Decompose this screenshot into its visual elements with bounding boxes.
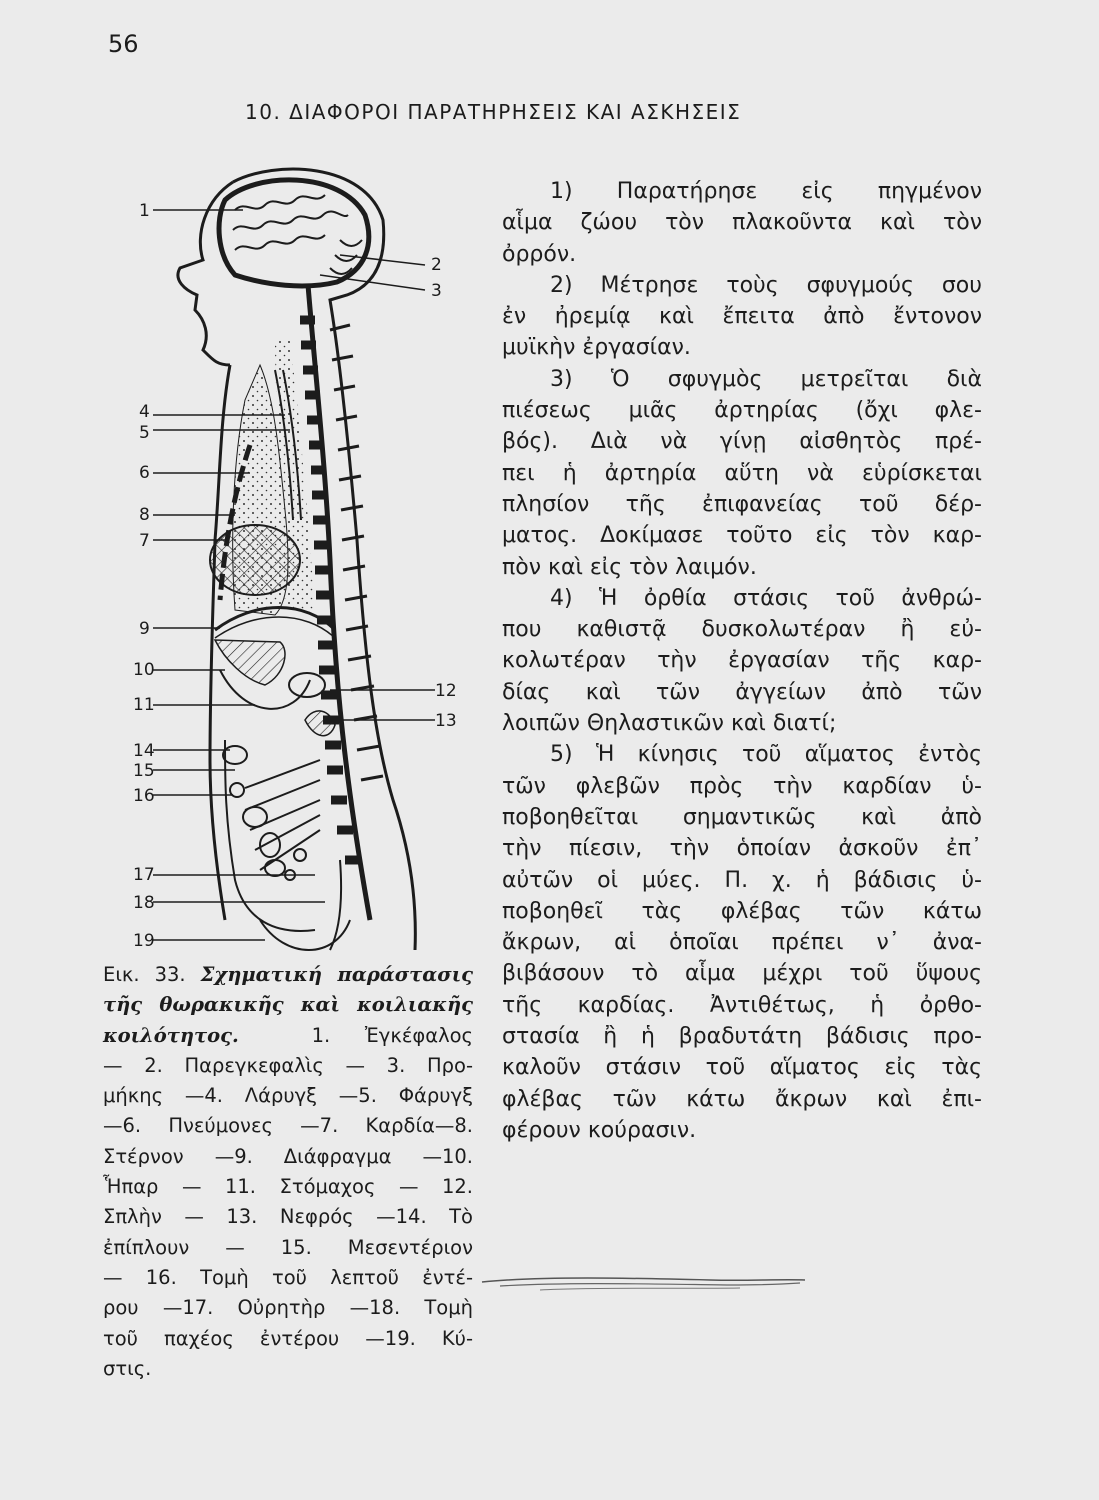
exercise-1 [502, 176, 982, 270]
svg-text:15: 15 [133, 761, 155, 781]
exercise-line: κολωτέραν τὴν ἐργασίαν τῆς καρ- [502, 648, 982, 674]
pencil-underline [480, 1268, 810, 1298]
exercise-line: που καθιστᾷ δυσκολωτέραν ἢ εὐ- [502, 617, 982, 643]
caption-line-14: στις. [103, 1356, 152, 1380]
anatomy-diagram [125, 160, 465, 960]
svg-text:19: 19 [133, 931, 155, 951]
caption-line-4: — 2. Παρεγκεφαλὶς — 3. Προ- [103, 1053, 473, 1077]
caption-line-8: Ἧπαρ — 11. Στόμαχος — 12. [103, 1175, 473, 1199]
exercise-line: τῆς καρδίας. Ἀντιθέτως, ἡ ὀρθο- [502, 992, 982, 1018]
svg-text:17: 17 [133, 865, 155, 885]
exercise-line: καλοῦν στάσιν τοῦ αἵματος εἰς τὰς [502, 1055, 982, 1081]
svg-text:8: 8 [139, 505, 150, 525]
svg-text:3: 3 [431, 281, 442, 301]
svg-text:4: 4 [139, 402, 150, 422]
anatomy-figure [125, 160, 465, 960]
caption-line-3: κοιλότητος. 1. Ἐγκέφαλος [103, 1023, 473, 1047]
exercise-line: ματος. Δοκίμασε τοῦτο εἰς τὸν καρ- [502, 523, 982, 549]
exercise-line: τὴν πίεσιν, τὴν ὁποίαν ἀσκοῦν ἐπ᾽ [502, 836, 982, 862]
exercise-line: πὸν καὶ εἰς τὸν λαιμόν. [502, 554, 757, 580]
exercise-line: 1) Παρατήρησε εἰς πηγμένον [550, 179, 982, 204]
svg-text:13: 13 [435, 711, 457, 731]
exercise-line: μυϊκὴν ἐργασίαν. [502, 335, 691, 361]
caption-line-10: ἐπίπλουν — 15. Μεσεντέριον [103, 1235, 473, 1259]
exercise-line: φέρουν κούρασιν. [502, 1117, 697, 1143]
exercise-line: ἄκρων, αἱ ὁποῖαι πρέπει ν᾽ ἀνα- [502, 930, 982, 956]
svg-text:5: 5 [139, 423, 150, 443]
caption-line-6: —6. Πνεύμονες —7. Καρδία—8. [103, 1114, 473, 1138]
exercise-line: βός). Διὰ νὰ γίνῃ αἰσθητὸς πρέ- [502, 429, 982, 455]
exercise-line: φλέβας τῶν κάτω ἄκρων καὶ ἐπι- [502, 1086, 982, 1112]
exercise-line: πει ἡ ἀρτηρία αὕτη νὰ εὑρίσκεται [502, 460, 982, 486]
svg-text:2: 2 [431, 255, 442, 275]
page-number: 56 [108, 30, 139, 58]
exercise-line: ποβοηθεῖ τὰς φλέβας τῶν κάτω [502, 898, 982, 924]
svg-text:6: 6 [139, 463, 150, 483]
exercise-4 [502, 583, 982, 739]
exercises-text [502, 176, 982, 1146]
exercise-line: 3) Ὁ σφυγμὸς μετρεῖται διὰ [550, 366, 982, 392]
section-title: 10. ΔΙΑΦΟΡΟΙ ΠΑΡΑΤΗΡΗΣΕΙΣ ΚΑΙ ΑΣΚΗΣΕΙΣ [245, 100, 742, 124]
exercise-line: 4) Ἡ ὀρθία στάσις τοῦ ἀνθρώ- [550, 585, 982, 611]
svg-text:9: 9 [139, 619, 150, 639]
svg-text:11: 11 [133, 695, 155, 715]
exercise-line: δίας καὶ τῶν ἀγγείων ἀπὸ τῶν [502, 679, 982, 705]
left-labels [133, 201, 155, 951]
exercise-line: στασία ἢ ἡ βραδυτάτη βάδισις προ- [502, 1024, 982, 1050]
exercise-line: 2) Μέτρησε τοὺς σφυγμούς σου [550, 272, 982, 298]
exercise-line: αἷμα ζώου τὸν πλακοῦντα καὶ τὸν [502, 210, 982, 236]
exercise-5 [502, 739, 982, 1146]
caption-line-7: Στέρνον —9. Διάφραγμα —10. [103, 1144, 473, 1168]
figure-caption [103, 960, 473, 1384]
svg-text:18: 18 [133, 893, 155, 913]
exercise-line: αὐτῶν οἱ μύες. Π. χ. ἡ βάδισις ὑ- [502, 867, 982, 893]
right-labels [431, 255, 457, 731]
svg-text:14: 14 [133, 741, 155, 761]
brain-folds [233, 195, 362, 274]
exercise-2 [502, 270, 982, 364]
caption-line-12: ρου —17. Οὐρητὴρ —18. Τομὴ [103, 1296, 473, 1320]
svg-text:10: 10 [133, 660, 155, 680]
exercise-line: πλησίον τῆς ἐπιφανείας τοῦ δέρ- [502, 491, 982, 517]
exercise-line: 5) Ἡ κίνησις τοῦ αἵματος ἐντὸς [550, 742, 982, 768]
caption-line-1: Εικ. 33. Σχηματική παράστασις [103, 963, 473, 986]
exercise-line: ἐν ἠρεμίᾳ καὶ ἔπειτα ἀπὸ ἔντονον [502, 304, 982, 330]
caption-line-13: τοῦ παχέος ἐντέρου —19. Κύ- [103, 1326, 473, 1350]
caption-line-2: τῆς θωρακικῆς καὶ κοιλιακῆς [103, 993, 473, 1017]
svg-text:1: 1 [139, 201, 150, 221]
caption-line-5: μήκης —4. Λάρυγξ —5. Φάρυγξ [103, 1084, 473, 1108]
svg-text:16: 16 [133, 786, 155, 806]
exercise-line: βιβάσουν τὸ αἷμα μέχρι τοῦ ὕψους [502, 961, 982, 987]
exercise-3 [502, 364, 982, 583]
exercise-line: λοιπῶν Θηλαστικῶν καὶ διατί; [502, 711, 837, 737]
intestines [223, 740, 341, 950]
exercise-line: ὀρρόν. [502, 241, 577, 267]
exercise-line: ποβοηθεῖται σημαντικῶς καὶ ἀπὸ [502, 804, 982, 830]
caption-line-9: Σπλὴν — 13. Νεφρός —14. Τὸ [103, 1205, 473, 1229]
svg-text:7: 7 [139, 531, 150, 551]
exercise-line: τῶν φλεβῶν πρὸς τὴν καρδίαν ὑ- [502, 773, 982, 799]
svg-text:12: 12 [435, 681, 457, 701]
exercise-line: πιέσεως μιᾶς ἀρτηρίας (ὄχι φλε- [502, 398, 982, 424]
caption-line-11: — 16. Τομὴ τοῦ λεπτοῦ ἐντέ- [103, 1265, 473, 1289]
